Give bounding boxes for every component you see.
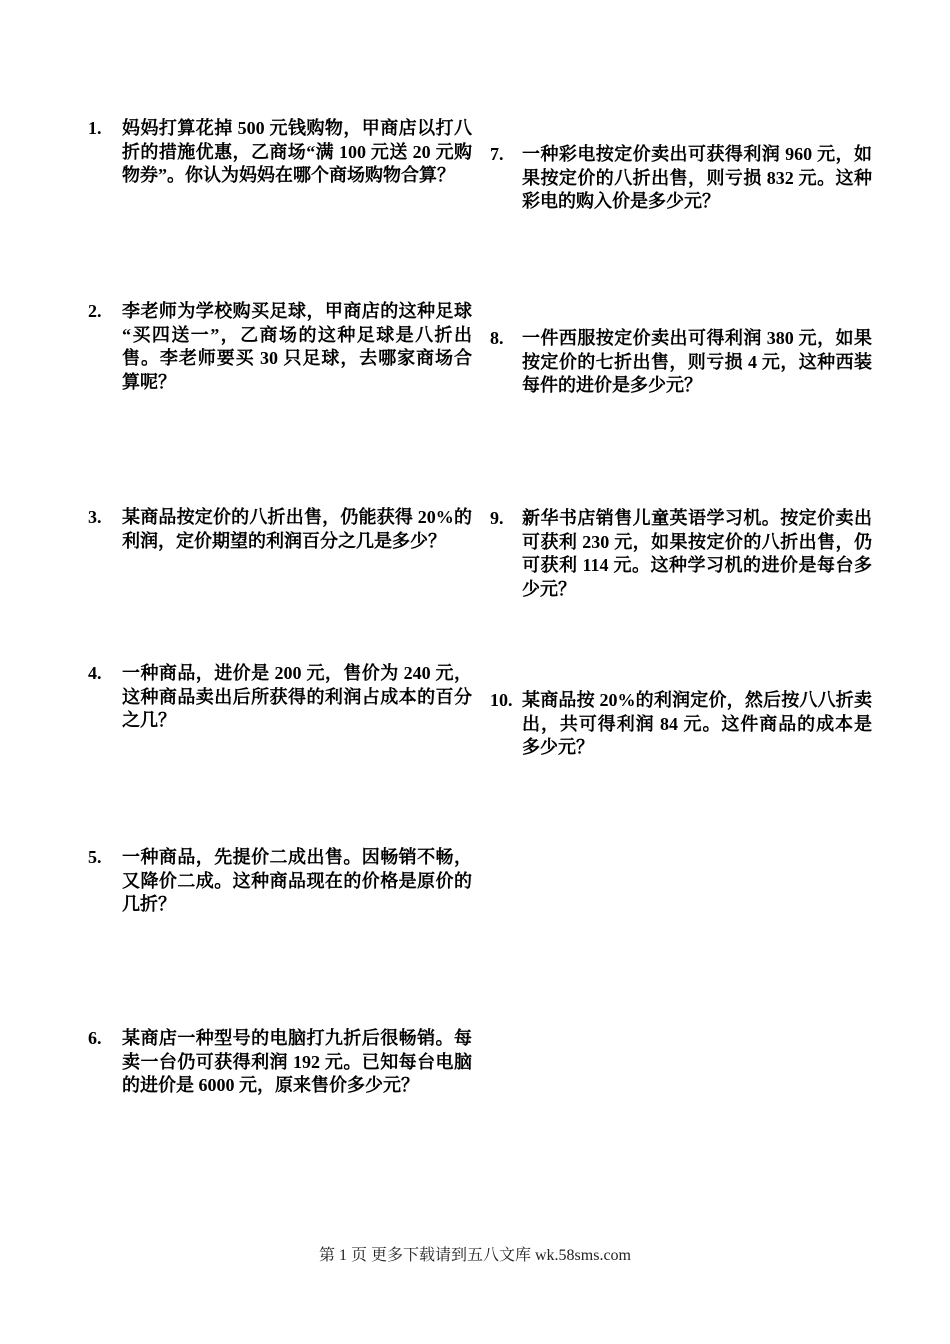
problem-6 <box>88 1027 472 1098</box>
problem-3-number: 3. <box>88 507 102 527</box>
problem-1-text: 妈妈打算花掉 500 元钱购物，甲商店以打八折的措施优惠，乙商场“满 100 元送 20 元购物券”。你认为妈妈在哪个商场购物合算？ <box>122 118 472 185</box>
problem-5-text: 一种商品，先提价二成出售。因畅销不畅，又降价二成。这种商品现在的价格是原价的几折？ <box>122 847 472 914</box>
problem-8 <box>490 327 872 398</box>
problem-9-text: 新华书店销售儿童英语学习机。按定价卖出可获利 230 元，如果按定价的八折出售，仍可获利 114 元。这种学习机的进价是每台多少元？ <box>522 508 872 599</box>
problem-4 <box>88 662 472 733</box>
problem-10-text: 某商品按 20%的利润定价，然后按八八折卖出，共可得利润 84 元。这件商品的成本是多少元？ <box>522 690 872 757</box>
problem-3-text: 某商品按定价的八折出售，仍能获得 20%的利润，定价期望的利润百分之几是多少？ <box>122 507 472 551</box>
page-footer: 第 1 页 更多下载请到五八文库 wk.58sms.com <box>318 1247 631 1264</box>
problem-7-text: 一种彩电按定价卖出可获得利润 960 元，如果按定价的八折出售，则亏损 832 元。这种彩电的购入价是多少元？ <box>522 144 872 211</box>
problem-2-number: 2. <box>88 301 102 321</box>
problem-1-number: 1. <box>88 118 102 138</box>
problem-2-text: 李老师为学校购买足球，甲商店的这种足球“买四送一”，乙商场的这种足球是八折出售。李老师要买 30 只足球，去哪家商场合算呢？ <box>122 301 472 392</box>
problem-7-number: 7. <box>490 144 504 164</box>
problem-9-number: 9. <box>490 508 504 528</box>
problem-9 <box>490 507 872 601</box>
problem-5 <box>88 846 472 917</box>
problem-3 <box>88 506 472 553</box>
problem-6-text: 某商店一种型号的电脑打九折后很畅销。每卖一台仍可获得利润 192 元。已知每台电脑的进价是 6000 元，原来售价多少元？ <box>122 1028 472 1095</box>
problem-8-number: 8. <box>490 328 504 348</box>
problem-4-text: 一种商品，进价是 200 元，售价为 240 元，这种商品卖出后所获得的利润占成本的百分之几？ <box>122 663 472 730</box>
problem-4-number: 4. <box>88 663 102 683</box>
problem-7 <box>490 143 872 214</box>
problem-8-text: 一件西服按定价卖出可得利润 380 元，如果按定价的七折出售，则亏损 4 元，这种西装每件的进价是多少元？ <box>522 328 872 395</box>
problem-10 <box>490 689 872 760</box>
problem-6-number: 6. <box>88 1028 102 1048</box>
problem-5-number: 5. <box>88 847 102 867</box>
problem-10-number: 10. <box>490 690 513 710</box>
problem-2 <box>88 300 472 394</box>
problem-1 <box>88 117 472 188</box>
